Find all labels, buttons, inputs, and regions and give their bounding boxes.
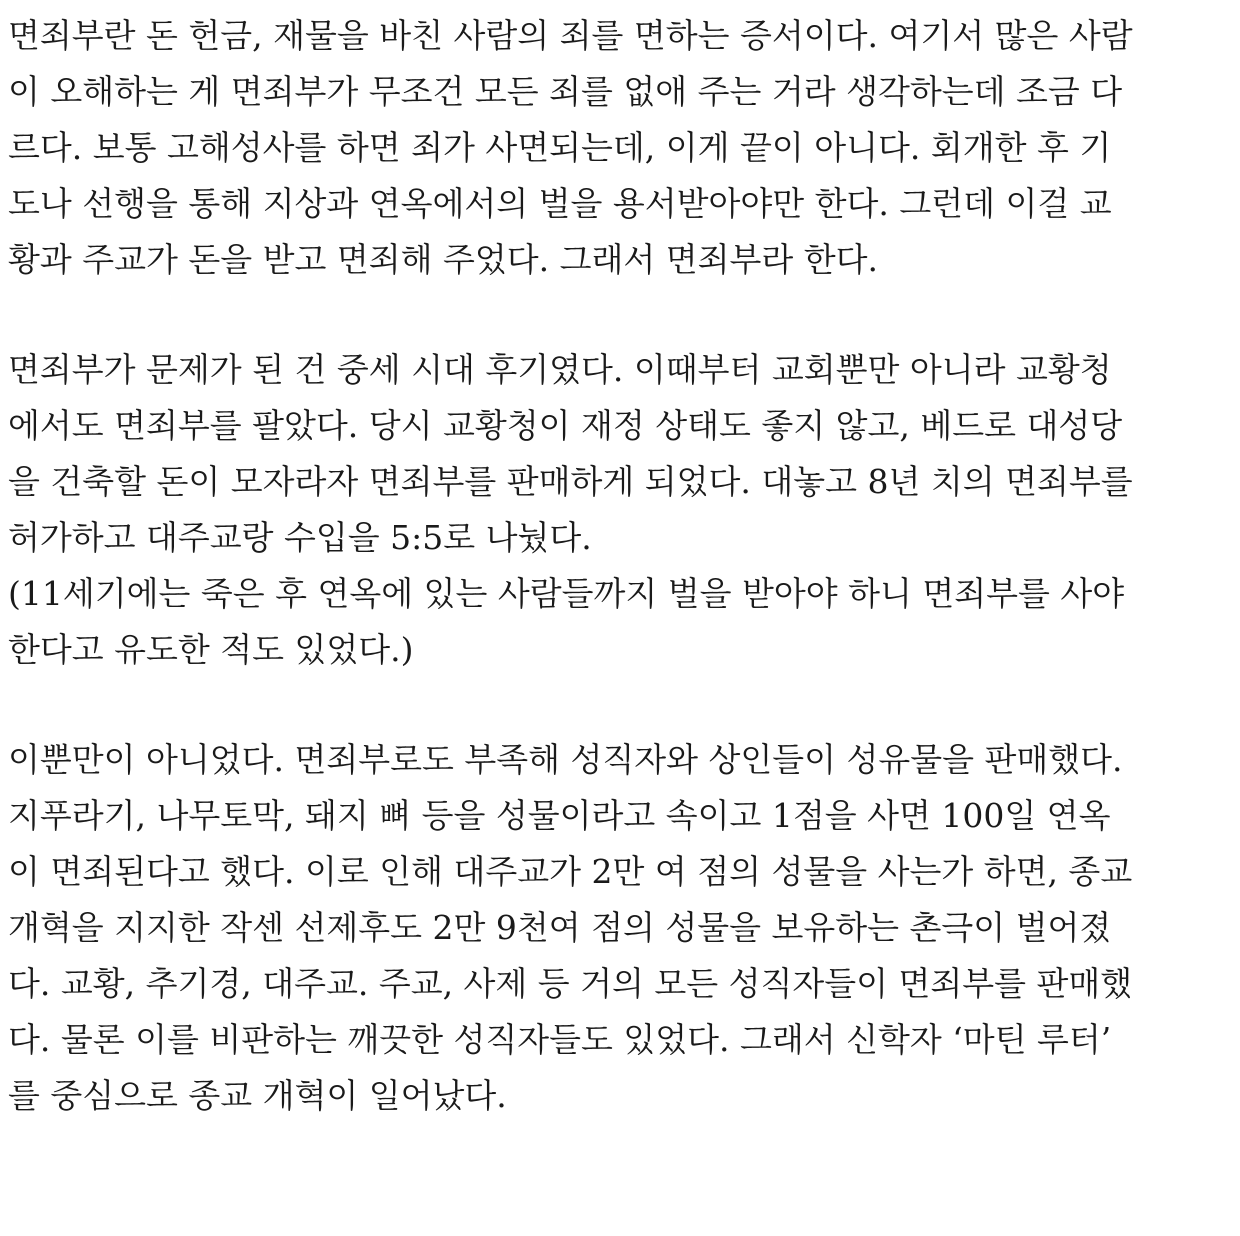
text-line: 허가하고 대주교랑 수입을 5:5로 나눴다.: [8, 518, 592, 557]
text-line: 개혁을 지지한 작센 선제후도 2만 9천여 점의 성물을 보유하는 촌극이 벌어졌: [8, 908, 1112, 947]
text-line: 면죄부가 문제가 된 건 중세 시대 후기였다. 이때부터 교회뿐만 아니라 교황청: [8, 350, 1112, 389]
paragraph-2: [8, 342, 1232, 678]
text-line: 한다고 유도한 적도 있었다.): [8, 630, 414, 669]
paragraph-1: [8, 8, 1232, 288]
text-line: 이 오해하는 게 면죄부가 무조건 모든 죄를 없애 주는 거라 생각하는데 조금 다: [8, 72, 1123, 111]
text-line: 에서도 면죄부를 팔았다. 당시 교황청이 재정 상태도 좋지 않고, 베드로 대성당: [8, 406, 1123, 445]
text-line: 다. 물론 이를 비판하는 깨끗한 성직자들도 있었다. 그래서 신학자 ‘마틴 루터’: [8, 1020, 1112, 1059]
paragraph-gap: [8, 288, 1232, 342]
text-line: 이 면죄된다고 했다. 이로 인해 대주교가 2만 여 점의 성물을 사는가 하면, 종교: [8, 852, 1133, 891]
text-line: 황과 주교가 돈을 받고 면죄해 주었다. 그래서 면죄부라 한다.: [8, 240, 878, 279]
text-line: 이뿐만이 아니었다. 면죄부로도 부족해 성직자와 상인들이 성유물을 판매했다.: [8, 740, 1123, 779]
text-line: 면죄부란 돈 헌금, 재물을 바친 사람의 죄를 면하는 증서이다. 여기서 많은 사람: [8, 16, 1133, 55]
paragraph-gap: [8, 678, 1232, 732]
paragraph-3: [8, 732, 1232, 1124]
text-line: 지푸라기, 나무토막, 돼지 뼈 등을 성물이라고 속이고 1점을 사면 100일 연옥: [8, 796, 1111, 835]
text-line: 를 중심으로 종교 개혁이 일어났다.: [8, 1076, 507, 1115]
text-line: (11세기에는 죽은 후 연옥에 있는 사람들까지 벌을 받아야 하니 면죄부를 사야: [8, 574, 1125, 613]
text-line: 을 건축할 돈이 모자라자 면죄부를 판매하게 되었다. 대놓고 8년 치의 면죄부를: [8, 462, 1133, 501]
text-line: 도나 선행을 통해 지상과 연옥에서의 벌을 용서받아야만 한다. 그런데 이걸 교: [8, 184, 1112, 223]
text-line: 다. 교황, 추기경, 대주교. 주교, 사제 등 거의 모든 성직자들이 면죄부를 판매했: [8, 964, 1133, 1003]
text-line: 르다. 보통 고해성사를 하면 죄가 사면되는데, 이게 끝이 아니다. 회개한 후 기: [8, 128, 1112, 167]
